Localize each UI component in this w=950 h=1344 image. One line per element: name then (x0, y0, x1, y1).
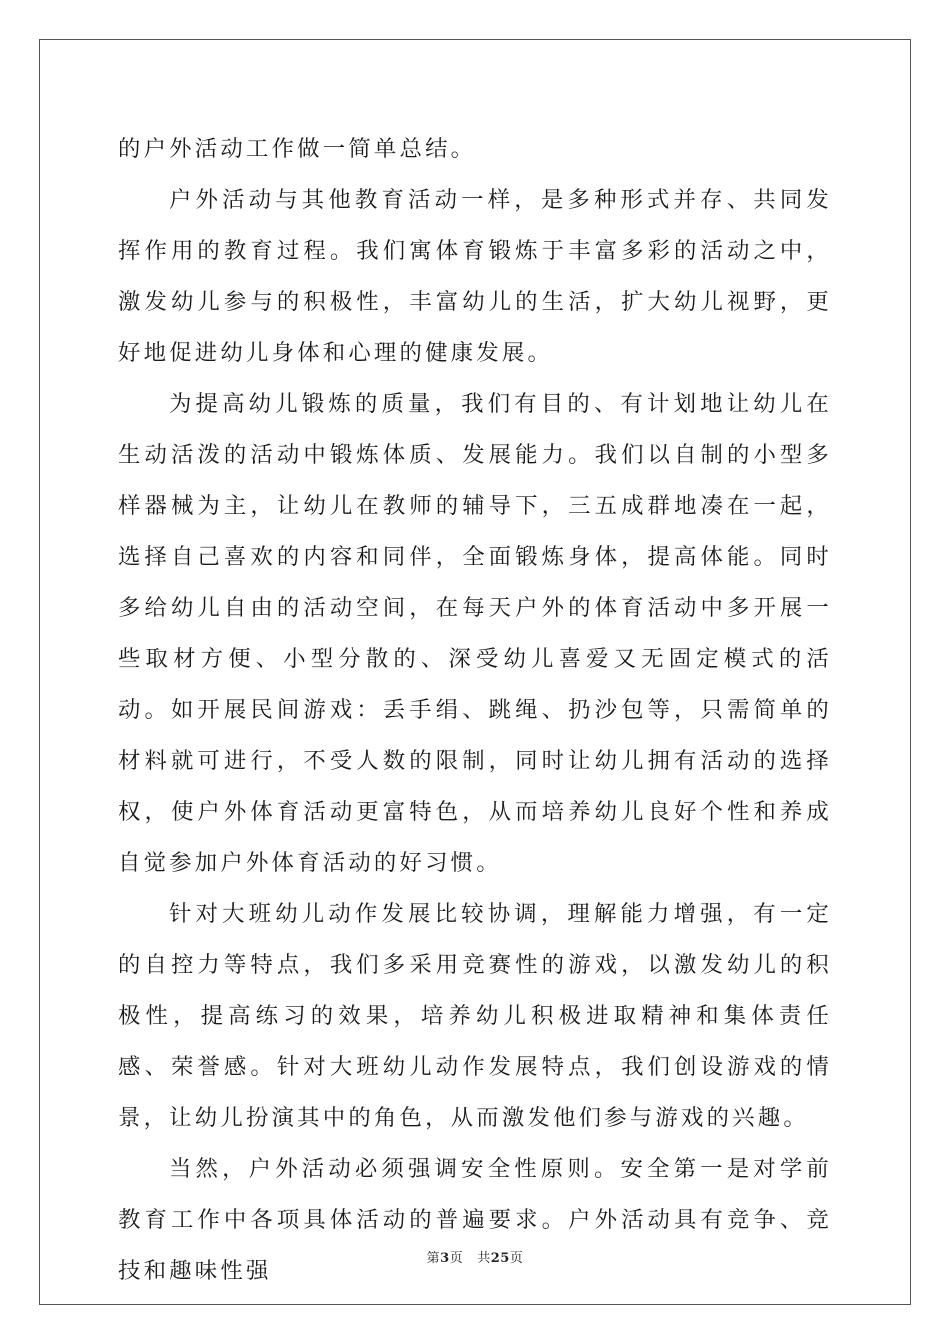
total-label-suffix: 页 (509, 1251, 524, 1266)
page-footer (0, 1247, 950, 1266)
paragraph: 为提高幼儿锻炼的质量，我们有目的、有计划地让幼儿在生动活泼的活动中锻炼体质、发展能力。我们以自制的小型多样器械为主，让幼儿在教师的辅导下，三五成群地凑在一起，选择自己喜欢的内容和同伴，全面锻炼身体，提高体能。同时多给幼儿自由的活动空间，在每天户外的体育活动中多开展一些取材方便、小型分散的、深受幼儿喜爱又无固定模式的活动。如开展民间游戏：丢手绢、跳绳、扔沙包等，只需简单的材料就可进行，不受人数的限制，同时让幼儿拥有活动的选择权，使户外体育活动更富特色，从而培养幼儿良好个性和养成自觉参加户外体育活动的好习惯。 (118, 391, 832, 876)
page-label-suffix: 页 (449, 1251, 464, 1266)
page-number: 3 (440, 1251, 450, 1266)
page-label-prefix: 第 (426, 1251, 441, 1266)
paragraph: 的户外活动工作做一简单总结。 (118, 136, 477, 162)
total-label-prefix: 共 (477, 1251, 491, 1266)
paragraph: 针对大班幼儿动作发展比较协调，理解能力增强，有一定的自控力等特点，我们多采用竞赛性的游戏，以激发幼儿的积极性，提高练习的效果，培养幼儿积极进取精神和集体责任感、荣誉感。针对大班幼儿动作发展特点，我们创设游戏的情景，让幼儿扮演其中的角色，从而激发他们参与游戏的兴趣。 (118, 901, 832, 1131)
document-body (118, 124, 832, 1297)
paragraph: 当然，户外活动必须强调安全性原则。安全第一是对学前教育工作中各项具体活动的普遍要求。户外活动具有竞争、竞技和趣味性强 (118, 1156, 832, 1284)
total-pages: 25 (490, 1251, 510, 1266)
paragraph: 户外活动与其他教育活动一样，是多种形式并存、共同发挥作用的教育过程。我们寓体育锻炼于丰富多彩的活动之中，激发幼儿参与的积极性，丰富幼儿的生活，扩大幼儿视野，更好地促进幼儿身体和心理的健康发展。 (118, 187, 832, 366)
